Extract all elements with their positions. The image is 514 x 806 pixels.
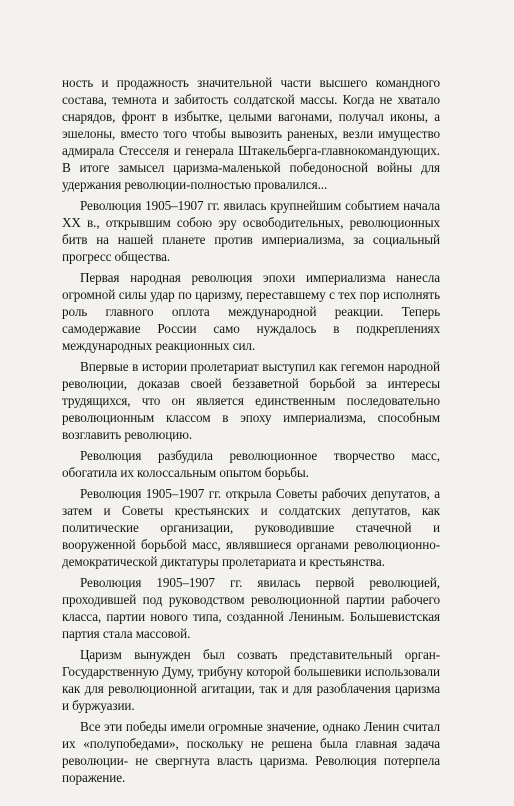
paragraph-half-victories: Все эти победы имели огромные значение, однако Ленин считал их «полупобедами», поскольку не решена была главная задача революции- не свергнута власть царизма. Революция потерпела поражение. [62, 719, 440, 785]
paragraph-soviets: Революция 1905–1907 гг. открыла Советы рабочих депутатов, а затем и Советы крестьянских и солдатских депутатов, как политические организации, руководившие стачечной и вооруженной борьбой масс, являвшиеся органами революционно-демократической диктатуры пролетариата и крестьянства. [62, 486, 440, 569]
paragraph-party-leadership: Революция 1905–1907 гг. явилась первой революцией, проходившей под руководством революционной партии рабочего класса, партии нового типа, созданной Лениным. Большевистская партия стала массовой. [62, 575, 440, 641]
page-text [62, 74, 440, 790]
paragraph-mass-creativity: Революция разбудила революционное творчество масс, обогатила их колоссальным опытом борьбы. [62, 448, 440, 480]
paragraph-state-duma: Царизм вынужден был созвать представительный орган-Государственную Думу, трибуну которой большевики использовали как для революционной агитации, так и для разоблачения царизма и буржуазии. [62, 647, 440, 713]
paragraph-revolution-significance: Революция 1905–1907 гг. явилась крупнейшим событием начала XX в., открывшим собою эру освободительных, революционных битв на нашей планете против империализма, за социальный прогресс общества. [62, 198, 440, 264]
paragraph-blow-to-tsarism: Первая народная революция эпохи империализма нанесла огромной силы удар по царизму, переставшему с тех пор исполнять роль главного оплота международной реакции. Теперь самодержавие России само нуждалось в подкреплениях международных реакционных сил. [62, 270, 440, 353]
paragraph-proletariat-hegemon: Впервые в истории пролетариат выступил как гегемон народной революции, доказав своей беззаветной борьбой за интересы трудящихся, что он является единственным последовательно революционным классом в эпоху империализма, способным возглавить революцию. [62, 359, 440, 442]
paragraph-continuation: ность и продажность значительной части высшего командного состава, темнота и забитость солдатской массы. Когда не хватало снарядов, фронт в избытке, целыми вагонами, получал иконы, а эшелоны, вместо того чтобы вывозить раненых, везли имущество адмирала Стесселя и генерала Штакельберга-главнокомандующих. В итоге замысел царизма-маленькой победоносной войны для удержания революции-полностью провалился... [62, 75, 440, 192]
